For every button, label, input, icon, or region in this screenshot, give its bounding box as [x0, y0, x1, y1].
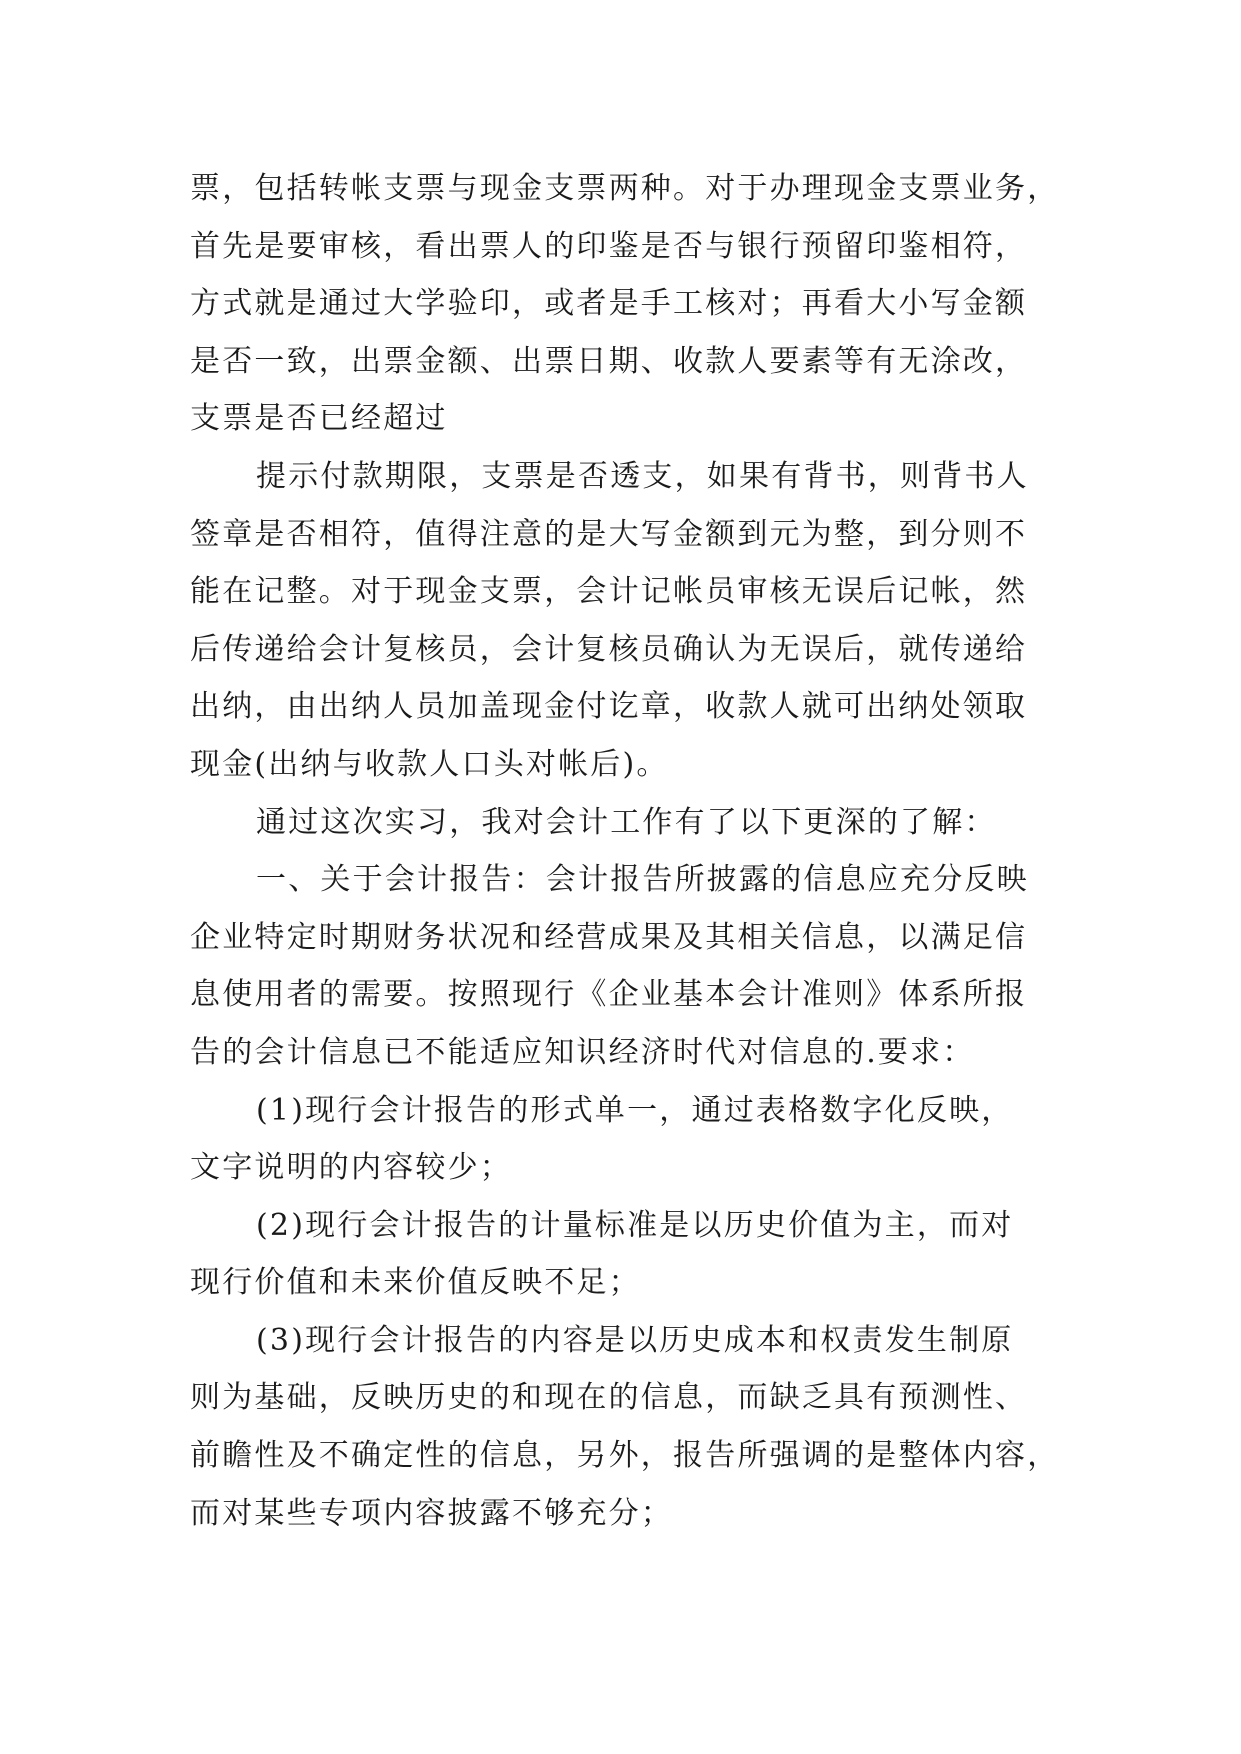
paragraph-first-line: (2)现行会计报告的计量标准是以历史价值为主，而对: [256, 1207, 1014, 1243]
text-line: 票，包括转帐支票与现金支票两种。对于办理现金支票业务，: [190, 171, 1060, 206]
text-line: 支票是否已经超过: [190, 401, 448, 437]
text-line: 企业特定时期财务状况和经营成果及其相关信息，以满足信: [190, 919, 1028, 955]
text-line: 方式就是通过大学验印，或者是手工核对；再看大小写金额: [190, 286, 1028, 322]
text-line: 现金(出纳与收款人口头对帐后)。: [190, 746, 669, 782]
paragraph-first-line: (3)现行会计报告的内容是以历史成本和权责发生制原: [256, 1322, 1014, 1358]
text-line: 后传递给会计复核员，会计复核员确认为无误后，就传递给: [190, 631, 1028, 667]
paragraph-first-line: 通过这次实习，我对会计工作有了以下更深的了解：: [256, 804, 997, 840]
text-line: 息使用者的需要。按照现行《企业基本会计准则》体系所报: [190, 977, 1028, 1013]
text-line: 首先是要审核，看出票人的印鉴是否与银行预留印鉴相符，: [190, 228, 1028, 264]
text-line: 文字说明的内容较少；: [190, 1150, 512, 1186]
document-body: [190, 160, 1060, 1542]
text-line: 签章是否相符，值得注意的是大写金额到元为整，到分则不: [190, 516, 1028, 552]
paragraph-first-line: 提示付款期限，支票是否透支，如果有背书，则背书人: [256, 458, 1029, 494]
text-line: 现行价值和未来价值反映不足；: [190, 1265, 641, 1301]
text-line: 是否一致，出票金额、出票日期、收款人要素等有无涂改，: [190, 343, 1028, 379]
text-line: 告的会计信息已不能适应知识经济时代对信息的.要求：: [190, 1034, 975, 1070]
text-line: 则为基础，反映历史的和现在的信息，而缺乏具有预测性、: [190, 1380, 1028, 1416]
text-line: 而对某些专项内容披露不够充分；: [190, 1495, 673, 1531]
text-line: 能在记整。对于现金支票，会计记帐员审核无误后记帐，然: [190, 574, 1028, 610]
text-line: 出纳，由出纳人员加盖现金付讫章，收款人就可出纳处领取: [190, 689, 1028, 725]
paragraph-first-line: (1)现行会计报告的形式单一，通过表格数字化反映，: [256, 1092, 1014, 1128]
text-line: 前瞻性及不确定性的信息，另外，报告所强调的是整体内容，: [190, 1438, 1060, 1474]
paragraph-first-line: 一、关于会计报告：会计报告所披露的信息应充分反映: [256, 862, 1029, 898]
